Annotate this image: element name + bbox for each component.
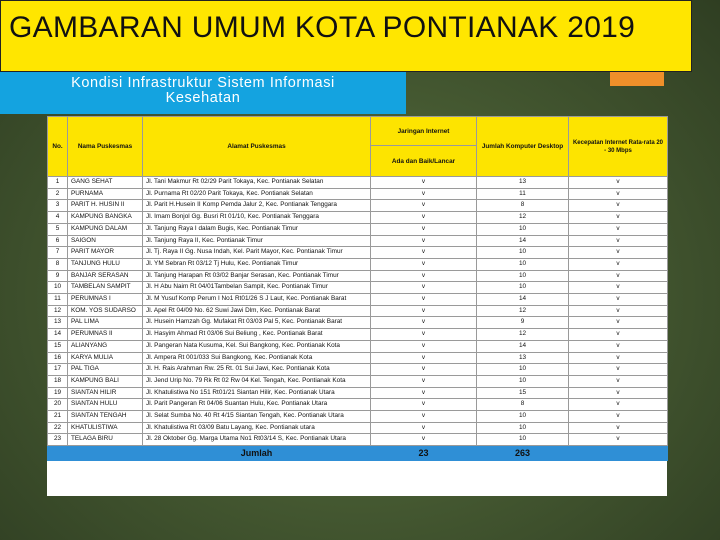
- header-no: No.: [48, 117, 68, 177]
- cell-no: 17: [48, 364, 68, 376]
- cell-speed: v: [569, 212, 668, 224]
- cell-name: KARYA MULIA: [68, 352, 143, 364]
- cell-network: v: [371, 200, 477, 212]
- cell-no: 18: [48, 375, 68, 387]
- table-row: [48, 329, 668, 341]
- table-row: [48, 364, 668, 376]
- cell-network: v: [371, 411, 477, 423]
- cell-network: v: [371, 212, 477, 224]
- cell-speed: v: [569, 188, 668, 200]
- cell-no: 6: [48, 235, 68, 247]
- cell-network: v: [371, 352, 477, 364]
- cell-name: GANG SEHAT: [68, 177, 143, 189]
- cell-network: v: [371, 247, 477, 259]
- cell-name: PARIT MAYOR: [68, 247, 143, 259]
- cell-network: v: [371, 258, 477, 270]
- cell-speed: v: [569, 317, 668, 329]
- cell-computers: 10: [477, 247, 569, 259]
- cell-computers: 15: [477, 387, 569, 399]
- table-row: [48, 212, 668, 224]
- cell-computers: 12: [477, 212, 569, 224]
- cell-name: KAMPUNG DALAM: [68, 223, 143, 235]
- cell-network: v: [371, 364, 477, 376]
- header-address: Alamat Puskesmas: [143, 117, 371, 177]
- cell-no: 11: [48, 294, 68, 306]
- cell-computers: 9: [477, 317, 569, 329]
- total-blank-speed: [569, 446, 668, 461]
- header-network-sub: Ada dan Baik/Lancar: [371, 146, 477, 177]
- cell-computers: 10: [477, 223, 569, 235]
- cell-address: Jl. Tanjung Harapan Rt 03/02 Banjar Serasan, Kec. Pontianak Timur: [143, 270, 371, 282]
- cell-no: 7: [48, 247, 68, 259]
- cell-name: KAMPUNG BANGKA: [68, 212, 143, 224]
- cell-name: TELAGA BIRU: [68, 434, 143, 446]
- cell-address: Jl. Parit H.Husein II Komp Pemda Jalur 2, Kec. Pontianak Tenggara: [143, 200, 371, 212]
- cell-speed: v: [569, 247, 668, 259]
- cell-computers: 12: [477, 329, 569, 341]
- cell-speed: v: [569, 340, 668, 352]
- decorative-tab: [610, 72, 664, 86]
- cell-speed: v: [569, 352, 668, 364]
- subtitle-line-1: Kondisi Infrastruktur Sistem Informasi: [71, 75, 335, 91]
- cell-speed: v: [569, 270, 668, 282]
- cell-network: v: [371, 305, 477, 317]
- cell-address: Jl. Tj. Raya II Gg. Nusa Indah, Kel. Parit Mayor, Kec. Pontianak Timur: [143, 247, 371, 259]
- cell-name: SAIGON: [68, 235, 143, 247]
- cell-network: v: [371, 422, 477, 434]
- cell-address: Jl. H. Rais Arahman Rw. 25 Rt. 01 Sui Jawi, Kec. Pontianak Kota: [143, 364, 371, 376]
- header-speed: Kecepatan Internet Rata-rata 20 - 30 Mbps: [569, 117, 668, 177]
- cell-network: v: [371, 235, 477, 247]
- total-row: [48, 446, 668, 461]
- table-row: [48, 247, 668, 259]
- cell-name: PAL LIMA: [68, 317, 143, 329]
- title-bar: [0, 0, 692, 72]
- cell-computers: 13: [477, 177, 569, 189]
- cell-name: SIANTAN HULU: [68, 399, 143, 411]
- table-row: [48, 282, 668, 294]
- cell-name: PERUMNAS II: [68, 329, 143, 341]
- table-row: [48, 258, 668, 270]
- subtitle-box: [0, 72, 406, 114]
- cell-network: v: [371, 387, 477, 399]
- cell-computers: 10: [477, 270, 569, 282]
- cell-computers: 8: [477, 200, 569, 212]
- cell-address: Jl. YM Sebran Rt 03/12 Tj Hulu, Kec. Pontianak Timur: [143, 258, 371, 270]
- cell-address: Jl. Husein Hamzah Gg. Mufakat Rt 03/03 Pal 5, Kec. Pontianak Barat: [143, 317, 371, 329]
- cell-no: 21: [48, 411, 68, 423]
- cell-name: TANJUNG HULU: [68, 258, 143, 270]
- cell-no: 9: [48, 270, 68, 282]
- table-row: [48, 188, 668, 200]
- cell-speed: v: [569, 364, 668, 376]
- table-row: [48, 305, 668, 317]
- cell-computers: 10: [477, 422, 569, 434]
- cell-name: ALIANYANG: [68, 340, 143, 352]
- cell-speed: v: [569, 399, 668, 411]
- cell-network: v: [371, 375, 477, 387]
- cell-computers: 10: [477, 375, 569, 387]
- cell-address: Jl. Hasyim Ahmad Rt 03/06 Sui Beliung , Kec. Pontianak Barat: [143, 329, 371, 341]
- cell-address: Jl. Imam Bonjol Gg. Busri Rt 01/10, Kec. Pontianak Tenggara: [143, 212, 371, 224]
- header-name: Nama Puskesmas: [68, 117, 143, 177]
- cell-speed: v: [569, 282, 668, 294]
- table-row: [48, 352, 668, 364]
- subtitle-line-2: Kesehatan: [165, 90, 241, 106]
- cell-address: Jl. Pangeran Nata Kusuma, Kel. Sui Bangkong, Kec. Pontianak Kota: [143, 340, 371, 352]
- cell-no: 15: [48, 340, 68, 352]
- cell-address: Jl. Apel Rt 04/09 No. 62 Suwi Jawi Dlm, Kec. Pontianak Barat: [143, 305, 371, 317]
- cell-computers: 10: [477, 434, 569, 446]
- cell-speed: v: [569, 329, 668, 341]
- cell-name: BANJAR SERASAN: [68, 270, 143, 282]
- total-computers: 263: [477, 446, 569, 461]
- cell-network: v: [371, 294, 477, 306]
- cell-speed: v: [569, 258, 668, 270]
- cell-computers: 12: [477, 305, 569, 317]
- table-row: [48, 223, 668, 235]
- cell-address: Jl. Selat Sumba No. 40 Rt 4/15 Siantan Tengah, Kec. Pontianak Utara: [143, 411, 371, 423]
- cell-speed: v: [569, 177, 668, 189]
- total-blank: [48, 446, 143, 461]
- cell-speed: v: [569, 200, 668, 212]
- cell-no: 16: [48, 352, 68, 364]
- header-computers: Jumlah Komputer Desktop: [477, 117, 569, 177]
- cell-name: PURNAMA: [68, 188, 143, 200]
- table-row: [48, 434, 668, 446]
- cell-address: Jl. Tani Makmur Rt 02/29 Parit Tokaya, Kec. Pontianak Selatan: [143, 177, 371, 189]
- cell-speed: v: [569, 294, 668, 306]
- cell-name: TAMBELAN SAMPIT: [68, 282, 143, 294]
- cell-address: Jl. Khatulistiwa Rt 03/09 Batu Layang, Kec. Pontianak utara: [143, 422, 371, 434]
- cell-speed: v: [569, 387, 668, 399]
- cell-computers: 14: [477, 235, 569, 247]
- header-network: Jaringan Internet: [371, 117, 477, 146]
- cell-name: PARIT H. HUSIN II: [68, 200, 143, 212]
- cell-network: v: [371, 317, 477, 329]
- table-row: [48, 200, 668, 212]
- cell-network: v: [371, 282, 477, 294]
- total-network: 23: [371, 446, 477, 461]
- cell-network: v: [371, 340, 477, 352]
- cell-speed: v: [569, 434, 668, 446]
- cell-speed: v: [569, 223, 668, 235]
- cell-name: KHATULISTIWA: [68, 422, 143, 434]
- table-row: [48, 422, 668, 434]
- cell-network: v: [371, 177, 477, 189]
- cell-no: 19: [48, 387, 68, 399]
- puskesmas-table-container: [47, 116, 667, 496]
- cell-computers: 13: [477, 352, 569, 364]
- cell-computers: 8: [477, 399, 569, 411]
- cell-no: 12: [48, 305, 68, 317]
- cell-name: KAMPUNG BALI: [68, 375, 143, 387]
- cell-address: Jl. Jend Urip No. 79 Rk Rt 02 Rw 04 Kel. Tengah, Kec. Pontianak Kota: [143, 375, 371, 387]
- cell-name: KOM. YOS SUDARSO: [68, 305, 143, 317]
- total-label: Jumlah: [143, 446, 371, 461]
- cell-name: PERUMNAS I: [68, 294, 143, 306]
- cell-name: PAL TIGA: [68, 364, 143, 376]
- cell-no: 8: [48, 258, 68, 270]
- table-row: [48, 387, 668, 399]
- cell-computers: 10: [477, 364, 569, 376]
- cell-no: 3: [48, 200, 68, 212]
- cell-no: 20: [48, 399, 68, 411]
- table-body: [48, 177, 668, 461]
- table-row: [48, 270, 668, 282]
- cell-network: v: [371, 329, 477, 341]
- cell-no: 5: [48, 223, 68, 235]
- cell-computers: 14: [477, 294, 569, 306]
- cell-computers: 14: [477, 340, 569, 352]
- table-row: [48, 411, 668, 423]
- cell-no: 23: [48, 434, 68, 446]
- cell-network: v: [371, 434, 477, 446]
- cell-computers: 10: [477, 411, 569, 423]
- cell-address: Jl. Khatulistiwa No 151 Rt01/21 Siantan Hilir, Kec. Pontianak Utara: [143, 387, 371, 399]
- table-row: [48, 177, 668, 189]
- slide-title: GAMBARAN UMUM KOTA PONTIANAK 2019: [9, 11, 636, 44]
- cell-speed: v: [569, 375, 668, 387]
- cell-speed: v: [569, 305, 668, 317]
- table-row: [48, 399, 668, 411]
- cell-no: 10: [48, 282, 68, 294]
- cell-address: Jl. Purnama Rt 02/20 Parit Tokaya, Kec. Pontianak Selatan: [143, 188, 371, 200]
- cell-address: Jl. Ampera Rt 001/033 Sui Bangkong, Kec. Pontianak Kota: [143, 352, 371, 364]
- cell-network: v: [371, 223, 477, 235]
- cell-no: 22: [48, 422, 68, 434]
- table-row: [48, 294, 668, 306]
- puskesmas-table: [47, 116, 668, 461]
- cell-address: Jl. Parit Pangeran Rt 04/06 Suantan Hulu, Kec. Pontianak Utara: [143, 399, 371, 411]
- cell-computers: 10: [477, 258, 569, 270]
- cell-no: 1: [48, 177, 68, 189]
- cell-address: Jl. Tanjung Raya I dalam Bugis, Kec. Pontianak Timur: [143, 223, 371, 235]
- cell-address: Jl. 28 Oktober Gg. Marga Utama No1 Rt03/14 S, Kec. Pontianak Utara: [143, 434, 371, 446]
- cell-network: v: [371, 270, 477, 282]
- cell-address: Jl. Tanjung Raya II, Kec. Pontianak Timur: [143, 235, 371, 247]
- table-row: [48, 317, 668, 329]
- cell-speed: v: [569, 411, 668, 423]
- cell-computers: 11: [477, 188, 569, 200]
- cell-network: v: [371, 188, 477, 200]
- cell-no: 2: [48, 188, 68, 200]
- table-row: [48, 235, 668, 247]
- cell-name: SIANTAN HILIR: [68, 387, 143, 399]
- cell-network: v: [371, 399, 477, 411]
- cell-no: 13: [48, 317, 68, 329]
- cell-no: 4: [48, 212, 68, 224]
- cell-address: Jl. M Yusuf Komp Perum I No1 Rt01/26 S J Laut, Kec. Pontianak Barat: [143, 294, 371, 306]
- cell-speed: v: [569, 235, 668, 247]
- cell-name: SIANTAN TENGAH: [68, 411, 143, 423]
- cell-no: 14: [48, 329, 68, 341]
- table-row: [48, 340, 668, 352]
- table-row: [48, 375, 668, 387]
- cell-address: Jl. H Abu Naim Rt 04/01Tambelan Sampit, Kec. Pontianak Timur: [143, 282, 371, 294]
- cell-computers: 10: [477, 282, 569, 294]
- cell-speed: v: [569, 422, 668, 434]
